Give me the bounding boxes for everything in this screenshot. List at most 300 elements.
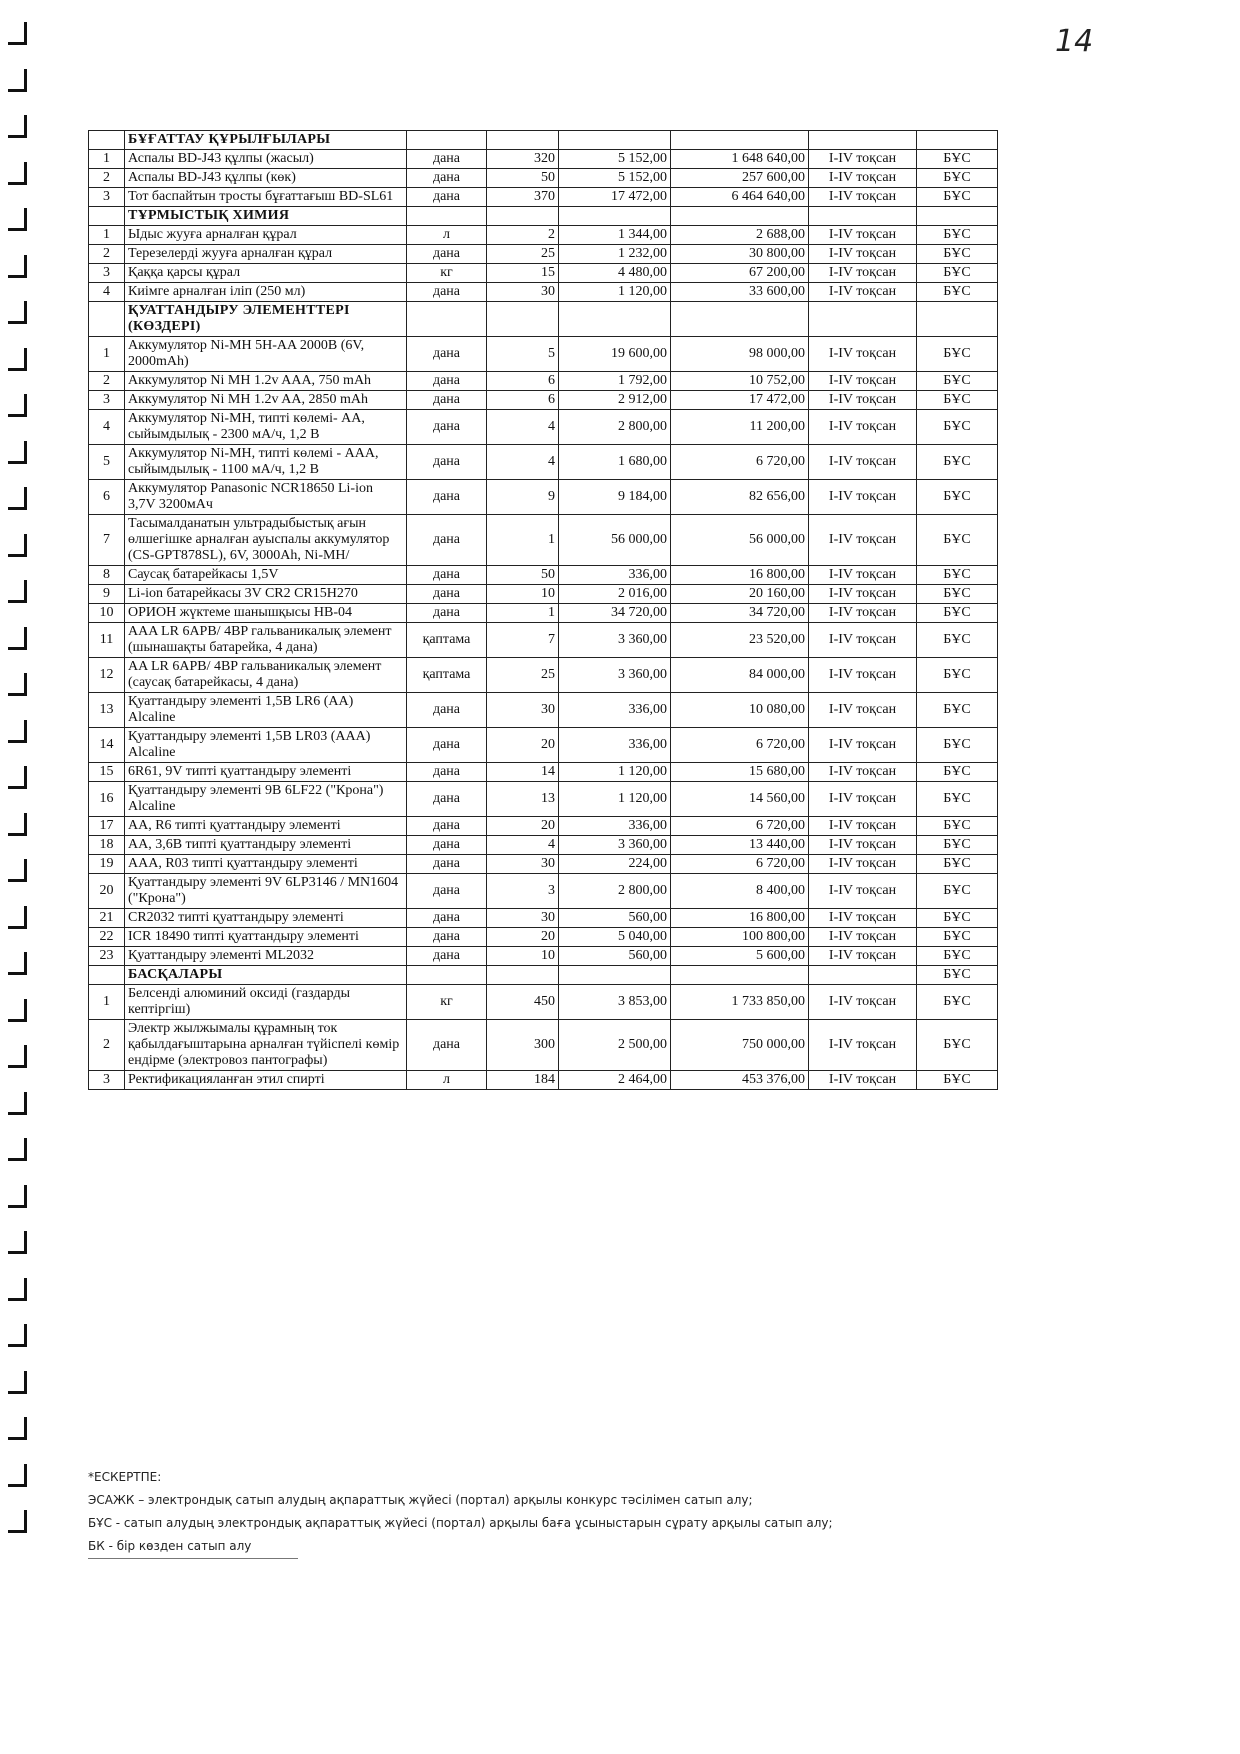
unit-of-measure: дана [407,782,487,817]
unit-price: 224,00 [559,855,671,874]
row-number: 15 [89,763,125,782]
row-number: 11 [89,623,125,658]
total-sum: 17 472,00 [671,391,809,410]
table-row [89,337,998,372]
unit-of-measure: дана [407,693,487,728]
delivery-period: I-IV тоқсан [809,515,917,566]
binding-mark [8,1231,27,1254]
binding-mark [8,115,27,138]
empty-cell [407,966,487,985]
total-sum: 6 720,00 [671,728,809,763]
item-name: АА, 3,6В типті қуаттандыру элементі [125,836,407,855]
table-row [89,445,998,480]
table-row [89,566,998,585]
notes-heading: *ЕСКЕРТПЕ: [88,1470,162,1484]
unit-of-measure: дана [407,585,487,604]
quantity: 4 [487,410,559,445]
table-row [89,928,998,947]
total-sum: 257 600,00 [671,169,809,188]
unit-of-measure: л [407,226,487,245]
binding-mark [8,1138,27,1161]
section-title: БАСҚАЛАРЫ [125,966,407,985]
row-number: 4 [89,283,125,302]
row-number: 1 [89,985,125,1020]
unit-of-measure: кг [407,264,487,283]
binding-mark [8,627,27,650]
section-header-row [89,131,998,150]
item-name: Аккумулятор Ni-MH, типті көлемі- АА, сыйымдылық - 2300 мА/ч, 1,2 В [125,410,407,445]
table-row [89,604,998,623]
delivery-period: I-IV тоқсан [809,566,917,585]
procurement-method: БҰС [917,226,998,245]
unit-of-measure: дана [407,445,487,480]
table-row [89,283,998,302]
unit-of-measure: дана [407,1020,487,1071]
item-name: Қаққа қарсы құрал [125,264,407,283]
delivery-period: I-IV тоқсан [809,909,917,928]
procurement-method: БҰС [917,604,998,623]
binding-mark [8,162,27,185]
table-row [89,391,998,410]
binding-mark [8,1092,27,1115]
total-sum: 8 400,00 [671,874,809,909]
binding-mark [8,394,27,417]
table-row [89,855,998,874]
section-method [917,302,998,337]
unit-price: 336,00 [559,728,671,763]
row-number: 23 [89,947,125,966]
item-name: ААА, R03 типті қуаттандыру элементі [125,855,407,874]
binding-mark [8,1371,27,1394]
delivery-period: I-IV тоқсан [809,604,917,623]
binding-mark [8,1045,27,1068]
page-number: 14 [1055,24,1094,59]
total-sum: 14 560,00 [671,782,809,817]
procurement-method: БҰС [917,855,998,874]
row-number: 12 [89,658,125,693]
delivery-period: I-IV тоқсан [809,245,917,264]
procurement-method: БҰС [917,585,998,604]
table-row [89,188,998,207]
unit-price: 3 360,00 [559,836,671,855]
delivery-period: I-IV тоқсан [809,169,917,188]
unit-price: 1 120,00 [559,782,671,817]
section-method [917,131,998,150]
item-name: Тасымалданатын ультрадыбыстық ағын өлшегішке арналған ауыспалы аккумулятор (CS-GPT878SL), 6V, 3000Ah, Ni-MH/ [125,515,407,566]
procurement-method: БҰС [917,928,998,947]
quantity: 9 [487,480,559,515]
binding-mark [8,1324,27,1347]
procurement-method: БҰС [917,763,998,782]
procurement-method: БҰС [917,782,998,817]
unit-price: 3 360,00 [559,623,671,658]
total-sum: 1 648 640,00 [671,150,809,169]
procurement-method: БҰС [917,985,998,1020]
binding-mark [8,1185,27,1208]
delivery-period: I-IV тоқсан [809,1071,917,1090]
delivery-period: I-IV тоқсан [809,226,917,245]
empty-cell [89,966,125,985]
table-row [89,585,998,604]
table-row [89,985,998,1020]
unit-price: 2 500,00 [559,1020,671,1071]
binding-mark [8,348,27,371]
binding-mark [8,208,27,231]
unit-of-measure: кг [407,985,487,1020]
row-number: 8 [89,566,125,585]
unit-price: 336,00 [559,566,671,585]
unit-price: 1 232,00 [559,245,671,264]
quantity: 14 [487,763,559,782]
item-name: Белсенді алюминий оксиді (газдарды кептіргіш) [125,985,407,1020]
unit-of-measure: дана [407,928,487,947]
table-row [89,623,998,658]
row-number: 2 [89,372,125,391]
table-row [89,480,998,515]
total-sum: 6 720,00 [671,817,809,836]
empty-cell [559,966,671,985]
row-number: 19 [89,855,125,874]
empty-cell [671,131,809,150]
delivery-period: I-IV тоқсан [809,874,917,909]
binding-mark [8,301,27,324]
unit-of-measure: дана [407,874,487,909]
binding-mark [8,1278,27,1301]
delivery-period: I-IV тоқсан [809,445,917,480]
binding-mark [8,534,27,557]
procurement-method: БҰС [917,169,998,188]
empty-cell [487,207,559,226]
binding-mark [8,906,27,929]
table-row [89,874,998,909]
item-name: Қуаттандыру элементі ML2032 [125,947,407,966]
empty-cell [809,131,917,150]
quantity: 5 [487,337,559,372]
total-sum: 98 000,00 [671,337,809,372]
binding-mark [8,441,27,464]
row-number: 6 [89,480,125,515]
unit-price: 19 600,00 [559,337,671,372]
total-sum: 11 200,00 [671,410,809,445]
empty-cell [487,302,559,337]
row-number: 21 [89,909,125,928]
table-row [89,515,998,566]
quantity: 300 [487,1020,559,1071]
empty-cell [487,966,559,985]
unit-of-measure: дана [407,728,487,763]
unit-of-measure: дана [407,283,487,302]
procurement-method: БҰС [917,372,998,391]
quantity: 4 [487,445,559,480]
table-row [89,658,998,693]
unit-of-measure: дана [407,836,487,855]
delivery-period: I-IV тоқсан [809,585,917,604]
unit-of-measure: дана [407,909,487,928]
item-name: АА, R6 типті қуаттандыру элементі [125,817,407,836]
row-number: 14 [89,728,125,763]
empty-cell [809,966,917,985]
quantity: 30 [487,855,559,874]
procurement-method: БҰС [917,283,998,302]
delivery-period: I-IV тоқсан [809,836,917,855]
procurement-table [88,130,998,1090]
procurement-method: БҰС [917,728,998,763]
quantity: 30 [487,909,559,928]
total-sum: 100 800,00 [671,928,809,947]
item-name: Киімге арналған іліп (250 мл) [125,283,407,302]
item-name: AAA LR 6APB/ 4BP гальваникалық элемент (шынашақты батарейка, 4 дана) [125,623,407,658]
row-number: 3 [89,391,125,410]
delivery-period: I-IV тоқсан [809,1020,917,1071]
quantity: 2 [487,226,559,245]
table-row [89,226,998,245]
delivery-period: I-IV тоқсан [809,728,917,763]
binding-mark [8,1417,27,1440]
unit-of-measure: дана [407,566,487,585]
row-number: 3 [89,188,125,207]
section-header-row [89,966,998,985]
empty-cell [89,302,125,337]
item-name: Электр жылжымалы құрамның ток қабылдағыштарына арналған түйіспелі көмір ендірме (электровоз пантографы) [125,1020,407,1071]
table-row [89,836,998,855]
table-row [89,264,998,283]
empty-cell [89,131,125,150]
item-name: Қуаттандыру элементі 9V 6LP3146 / MN1604 ("Крона") [125,874,407,909]
table-row [89,909,998,928]
unit-of-measure: дана [407,150,487,169]
quantity: 4 [487,836,559,855]
procurement-method: БҰС [917,337,998,372]
delivery-period: I-IV тоқсан [809,693,917,728]
unit-price: 2 800,00 [559,410,671,445]
procurement-method: БҰС [917,264,998,283]
item-name: Аккумулятор Ni MH 1.2v AAA, 750 mAh [125,372,407,391]
binding-mark [8,487,27,510]
row-number: 9 [89,585,125,604]
row-number: 22 [89,928,125,947]
binding-mark [8,952,27,975]
item-name: Аккумулятор Ni-MH 5H-AA 2000B (6V, 2000mAh) [125,337,407,372]
quantity: 6 [487,391,559,410]
binding-mark [8,1464,27,1487]
delivery-period: I-IV тоқсан [809,855,917,874]
table-row [89,372,998,391]
quantity: 6 [487,372,559,391]
delivery-period: I-IV тоқсан [809,947,917,966]
row-number: 13 [89,693,125,728]
delivery-period: I-IV тоқсан [809,782,917,817]
unit-price: 2 912,00 [559,391,671,410]
total-sum: 750 000,00 [671,1020,809,1071]
quantity: 25 [487,658,559,693]
empty-cell [671,302,809,337]
total-sum: 6 720,00 [671,855,809,874]
quantity: 20 [487,817,559,836]
row-number: 1 [89,337,125,372]
empty-cell [407,207,487,226]
quantity: 50 [487,566,559,585]
procurement-method: БҰС [917,566,998,585]
total-sum: 34 720,00 [671,604,809,623]
unit-price: 560,00 [559,947,671,966]
unit-price: 3 360,00 [559,658,671,693]
total-sum: 5 600,00 [671,947,809,966]
footnotes [88,1466,1048,1558]
procurement-method: БҰС [917,623,998,658]
quantity: 370 [487,188,559,207]
procurement-method: БҰС [917,480,998,515]
table-row [89,150,998,169]
procurement-method: БҰС [917,874,998,909]
table-row [89,410,998,445]
delivery-period: I-IV тоқсан [809,480,917,515]
table-row [89,169,998,188]
unit-of-measure: дана [407,372,487,391]
row-number: 16 [89,782,125,817]
quantity: 13 [487,782,559,817]
item-name: Саусақ батарейкасы 1,5V [125,566,407,585]
quantity: 30 [487,283,559,302]
empty-cell [671,966,809,985]
unit-price: 1 344,00 [559,226,671,245]
empty-cell [407,302,487,337]
procurement-method: БҰС [917,150,998,169]
item-name: Аккумулятор Ni MH 1.2v AA, 2850 mAh [125,391,407,410]
total-sum: 16 800,00 [671,566,809,585]
binding-mark [8,22,27,45]
table-row [89,728,998,763]
total-sum: 84 000,00 [671,658,809,693]
unit-price: 560,00 [559,909,671,928]
footer-rule [88,1558,298,1559]
unit-of-measure: дана [407,515,487,566]
procurement-method: БҰС [917,909,998,928]
total-sum: 56 000,00 [671,515,809,566]
row-number: 10 [89,604,125,623]
procurement-method: БҰС [917,817,998,836]
item-name: Қуаттандыру элементі 9В 6LF22 ("Крона") Alcaline [125,782,407,817]
quantity: 15 [487,264,559,283]
row-number: 4 [89,410,125,445]
row-number: 1 [89,150,125,169]
quantity: 320 [487,150,559,169]
quantity: 450 [487,985,559,1020]
unit-of-measure: дана [407,817,487,836]
section-title: ТҰРМЫСТЫҚ ХИМИЯ [125,207,407,226]
procurement-method: БҰС [917,410,998,445]
total-sum: 13 440,00 [671,836,809,855]
unit-price: 2 464,00 [559,1071,671,1090]
unit-price: 1 680,00 [559,445,671,480]
procurement-method: БҰС [917,188,998,207]
delivery-period: I-IV тоқсан [809,763,917,782]
delivery-period: I-IV тоқсан [809,623,917,658]
unit-price: 2 800,00 [559,874,671,909]
total-sum: 33 600,00 [671,283,809,302]
item-name: Тот баспайтын тросты бұғаттағыш BD-SL61 [125,188,407,207]
item-name: Аккумулятор Panasonic NCR18650 Li-ion 3,7V 3200мАч [125,480,407,515]
total-sum: 6 464 640,00 [671,188,809,207]
item-name: Аспалы BD-J43 құлпы (көк) [125,169,407,188]
delivery-period: I-IV тоқсан [809,150,917,169]
unit-price: 3 853,00 [559,985,671,1020]
procurement-method: БҰС [917,658,998,693]
row-number: 5 [89,445,125,480]
quantity: 20 [487,928,559,947]
table-row [89,693,998,728]
delivery-period: I-IV тоқсан [809,928,917,947]
row-number: 2 [89,1020,125,1071]
row-number: 17 [89,817,125,836]
unit-of-measure: дана [407,480,487,515]
binding-mark [8,766,27,789]
section-header-row [89,207,998,226]
row-number: 18 [89,836,125,855]
binding-mark [8,255,27,278]
unit-of-measure: л [407,1071,487,1090]
empty-cell [407,131,487,150]
unit-of-measure: дана [407,337,487,372]
item-name: ОРИОН жүктеме шанышқысы НВ-04 [125,604,407,623]
total-sum: 20 160,00 [671,585,809,604]
note-line: ЭСАЖК – электрондық сатып алудың ақпараттық жүйесі (портал) арқылы конкурс тәсілімен сатып алу; [88,1493,753,1507]
unit-price: 4 480,00 [559,264,671,283]
unit-price: 1 792,00 [559,372,671,391]
binding-holes [0,0,40,1568]
table-row [89,245,998,264]
table-row [89,817,998,836]
binding-mark [8,69,27,92]
section-header-row [89,302,998,337]
procurement-method: БҰС [917,1020,998,1071]
quantity: 184 [487,1071,559,1090]
total-sum: 10 080,00 [671,693,809,728]
quantity: 10 [487,585,559,604]
section-title: ҚУАТТАНДЫРУ ЭЛЕМЕНТТЕРІ (КӨЗДЕРІ) [125,302,407,337]
item-name: AA LR 6APB/ 4BP гальваникалық элемент (саусақ батарейкасы, 4 дана) [125,658,407,693]
section-title: БҰҒАТТАУ ҚҰРЫЛҒЫЛАРЫ [125,131,407,150]
unit-of-measure: қаптама [407,623,487,658]
unit-of-measure: дана [407,855,487,874]
quantity: 50 [487,169,559,188]
delivery-period: I-IV тоқсан [809,264,917,283]
unit-price: 5 152,00 [559,150,671,169]
quantity: 7 [487,623,559,658]
procurement-method: БҰС [917,391,998,410]
unit-price: 1 120,00 [559,283,671,302]
total-sum: 2 688,00 [671,226,809,245]
row-number: 2 [89,245,125,264]
binding-mark [8,580,27,603]
quantity: 20 [487,728,559,763]
empty-cell [559,207,671,226]
binding-mark [8,999,27,1022]
procurement-method: БҰС [917,515,998,566]
item-name: Ректификацияланған этил спирті [125,1071,407,1090]
delivery-period: I-IV тоқсан [809,283,917,302]
unit-price: 1 120,00 [559,763,671,782]
procurement-method: БҰС [917,693,998,728]
total-sum: 23 520,00 [671,623,809,658]
unit-of-measure: дана [407,410,487,445]
delivery-period: I-IV тоқсан [809,410,917,445]
table-row [89,763,998,782]
total-sum: 30 800,00 [671,245,809,264]
table-row [89,1020,998,1071]
delivery-period: I-IV тоқсан [809,372,917,391]
empty-cell [89,207,125,226]
unit-price: 336,00 [559,817,671,836]
